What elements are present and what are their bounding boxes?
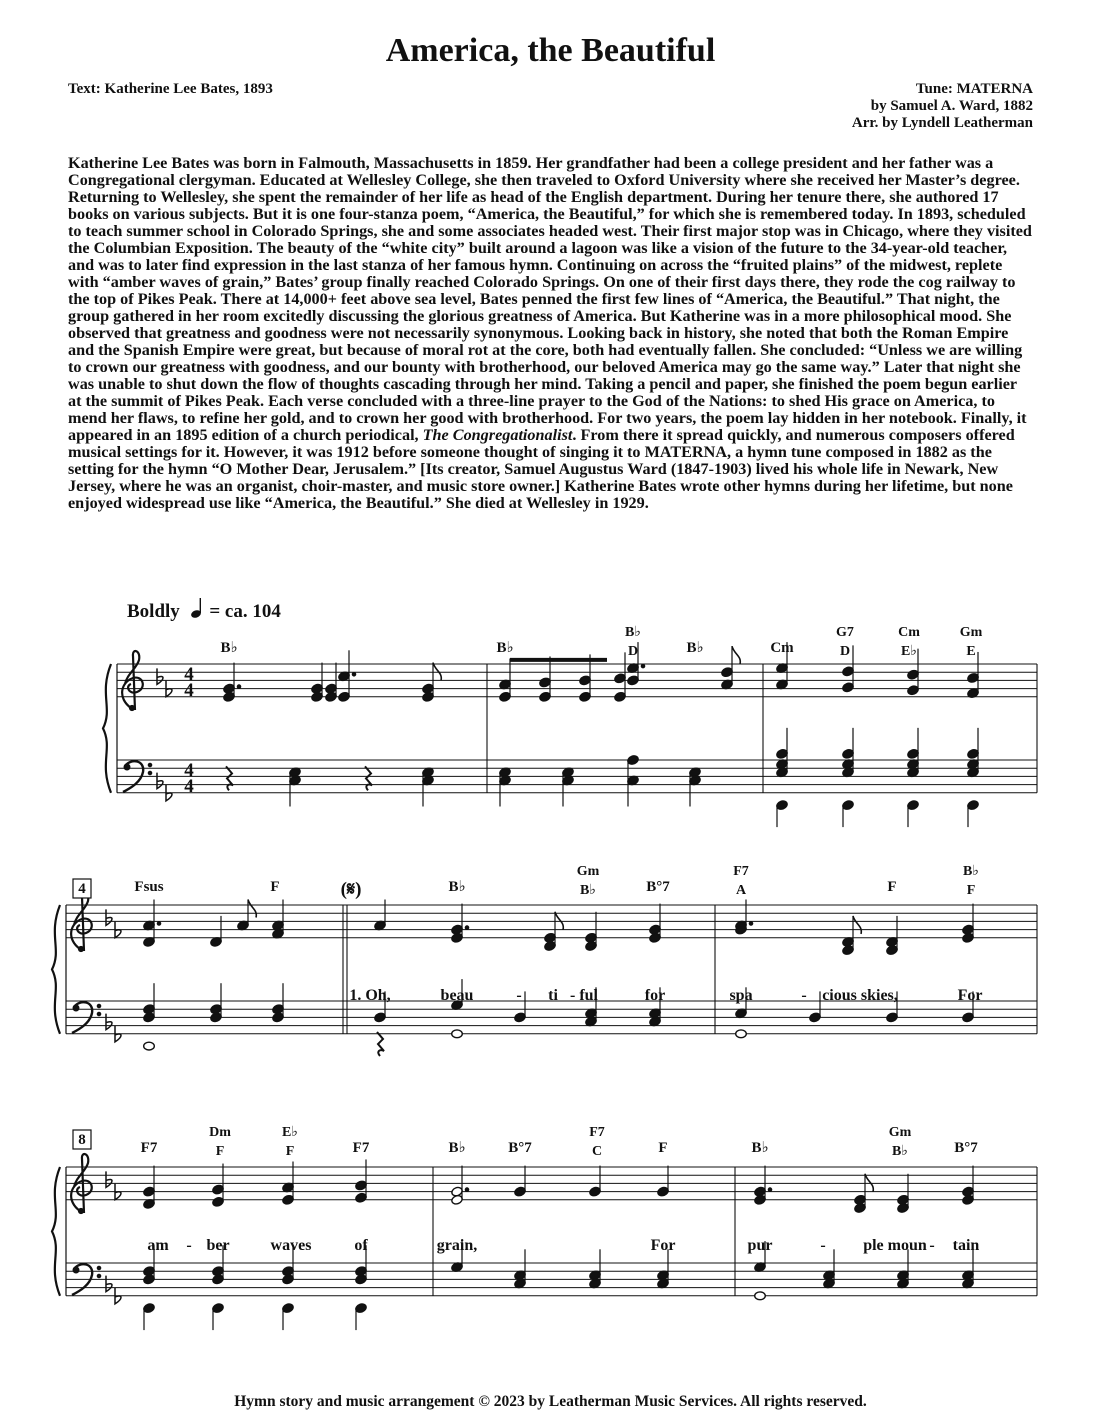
chord-symbol: B°7	[954, 1140, 978, 1156]
flat-icon	[115, 922, 121, 938]
lyric-syllable: spa	[729, 987, 753, 1004]
bass-clef-head	[73, 1005, 79, 1011]
text-credit: Text: Katherine Lee Bates, 1893	[68, 81, 273, 97]
dot	[641, 664, 645, 668]
chord-symbol-top: Gm	[888, 1125, 912, 1140]
chord-symbol: F	[270, 879, 280, 895]
chord-symbol: F	[658, 1140, 668, 1156]
eighth-flag	[433, 663, 441, 681]
chord-symbol-bass: F	[966, 883, 976, 898]
lyric-syllable: -	[820, 1237, 826, 1254]
flat-icon	[106, 1171, 112, 1187]
chord-symbol-top: Dm	[209, 1125, 231, 1140]
chord-symbol: B°7	[646, 879, 670, 895]
chord-symbol-top: Cm	[898, 625, 920, 640]
chord-symbol-top: B♭	[625, 625, 641, 640]
time-signature-denominator: 4	[184, 776, 194, 797]
chord-symbol-bass: F	[285, 1144, 295, 1159]
chord-symbol-bass: D	[839, 644, 851, 659]
lyric-syllable: - ful	[570, 987, 598, 1004]
quarter-rest-icon	[377, 1032, 384, 1056]
bass-clef-dot	[97, 1274, 101, 1278]
treble-clef-dot	[78, 1208, 83, 1213]
dot	[157, 922, 161, 926]
chord-symbol-top: F7	[733, 864, 749, 879]
lyric-syllable: grain,	[436, 1237, 478, 1254]
chord-symbol: B♭	[448, 879, 466, 895]
tune-line: Tune: MATERNA	[915, 81, 1033, 97]
lyric-syllable: ber	[206, 1237, 230, 1254]
flat-icon	[106, 1276, 112, 1292]
eighth-flag	[853, 916, 861, 934]
quarter-rest-icon	[226, 766, 233, 790]
flat-icon	[115, 1184, 121, 1200]
chord-symbol-top: Gm	[959, 625, 983, 640]
chord-symbol-bass: C	[591, 1144, 603, 1159]
chord-symbol: B°7	[508, 1140, 532, 1156]
lyric-syllable: of	[354, 1237, 368, 1254]
lyric-syllable: -	[186, 1237, 192, 1254]
measure-number: 8	[78, 1132, 86, 1148]
chord-symbol-top: G7	[836, 625, 854, 640]
dot	[237, 685, 241, 689]
copyright-notice: Hymn story and music arrangement © 2023 by Leatherman Music Services. All rights reserved.	[234, 1393, 867, 1410]
chord-symbol-top: E♭	[282, 1125, 298, 1140]
flat-icon	[115, 1026, 121, 1042]
treble-clef-dot	[78, 946, 83, 951]
story-part-2: . From there it spread quickly, and numerous composers offered musical settings for it. However, it was 1912 before someone thought of singing it to MATERNA, a hymn tune composed in 1882 as the setting for the hymn “O Mother Dear, Jerusalem.” [Its creator, Samuel Augustus Ward (1847-1903) lived his whole life in Newark, New Jersey, where he was an organist, choir-master, and music store owner.] Katherine Bates wrote other hymns during her lifetime, but none enjoyed widespread use like “America, the Beautiful.” She died at Wellesley in 1929.	[68, 426, 1015, 512]
chord-symbol-top: F7	[589, 1125, 605, 1140]
chord-symbol-bass: B♭	[580, 883, 596, 898]
chord-symbol: B♭	[751, 1140, 769, 1156]
measure-number: 4	[78, 881, 86, 897]
flat-icon	[115, 1288, 121, 1304]
tune-line: by Samuel A. Ward, 1882	[870, 98, 1033, 114]
dot	[465, 1188, 469, 1192]
tempo-word: Boldly	[127, 601, 180, 622]
chord-symbol-bass: D	[627, 644, 639, 659]
dot	[768, 1188, 772, 1192]
bass-clef-head	[73, 1267, 79, 1273]
tune-line: Arr. by Lyndell Leatherman	[851, 115, 1033, 131]
periodical-title: The Congregationalist	[422, 426, 573, 444]
chord-symbol: F	[887, 879, 897, 895]
lyric-syllable: ple moun	[863, 1237, 927, 1254]
time-signature-numerator: 4	[184, 760, 194, 781]
lyric-syllable: -	[929, 1237, 935, 1254]
dot	[465, 926, 469, 930]
eighth-flag	[865, 1174, 873, 1192]
lyric-syllable: tain	[952, 1237, 980, 1254]
bass-clef-dot	[97, 1004, 101, 1008]
chord-symbol-bass: B♭	[892, 1144, 908, 1159]
chord-symbol: F7	[352, 1140, 370, 1156]
bass-clef-dot	[97, 1012, 101, 1016]
lyric-syllable: cious skies,	[822, 987, 898, 1004]
brace-icon	[52, 905, 60, 1034]
flat-icon	[166, 681, 172, 697]
note-head	[452, 1030, 463, 1038]
lyric-syllable: pur	[747, 1237, 773, 1254]
lyric-syllable: beau	[440, 987, 474, 1004]
story-part-1: Katherine Lee Bates was born in Falmouth, Massachusetts in 1859. Her grandfather had been a college president and her father was a Congregational clergyman. Educated at Wellesley College, she then traveled to Oxford University where she received her Master’s degree. Returning to Wellesley, she spent the remainder of her life as head of the English department. During her tenure there, she authored 17 books on various subjects. But it is one four-stanza poem, “America, the Beautiful,” for which she is remembered today. In 1893, scheduled to teach summer school in Colorado Springs, she and some associates headed west. Their first major stop was in Chicago, where they visited the Columbian Exposition. The beauty of the “white city” built around a lagoon was like a vision of the future to the 34-year-old teacher, and was to later find expression in the last stanza of her famous hymn. Continuing on across the “fruited plains” of the midwest, replete with “amber waves of grain,” Bates’ group finally reached Colorado Springs. On one of their first days there, they rode the cog railway to the top of Pikes Peak. There at 14,000+ feet above sea level, Bates penned the first few lines of “America, the Beautiful.” That night, the group gathered in her room excitedly discussing the glorious greatness of America. But Katherine was in a more philosophical mood. She observed that greatness and goodness were not necessarily synonymous. Looking back in history, she noted that both the Roman Empire and the Spanish Empire were great, but because of moral rot at the core, both had eventually fallen. She concluded: “Unless we are willing to crown our greatness with goodness, and our bounty with brotherhood, our beloved America may go the same way.” Later that night she was unable to shut down the flow of thoughts cascading through her mind. Taking a pencil and paper, she finished the poem begun earlier at the summit of Pikes Peak. Each verse concluded with a three-line prayer to the God of the Nations: to shed His grace on America, to mend her flaws, to refine her gold, and to crown her good with brotherhood. For two years, the poem lay hidden in her notebook. Finally, it appeared in an 1895 edition of a church periodical,	[68, 154, 1032, 444]
chord-symbol-bass: E	[966, 644, 976, 659]
flat-icon	[157, 668, 163, 684]
bass-clef-dot	[97, 1266, 101, 1270]
eighth-flag	[248, 900, 256, 918]
chord-symbol: B♭	[496, 640, 514, 656]
chord-symbol-bass: F	[215, 1144, 225, 1159]
lyric-syllable: For	[957, 987, 983, 1004]
lyric-syllable: For	[650, 1237, 676, 1254]
chord-symbol-top: Gm	[576, 864, 600, 879]
chord-symbol-bass: A	[735, 883, 747, 898]
bass-clef-dot	[148, 771, 152, 775]
chord-symbol: Cm	[770, 640, 794, 656]
dot	[749, 922, 753, 926]
bass-clef-head	[124, 764, 130, 770]
page-title: America, the Beautiful	[385, 32, 716, 69]
lyric-syllable: for	[644, 987, 666, 1004]
lyric-syllable: am	[147, 1237, 169, 1254]
chord-symbol: B♭	[448, 1140, 466, 1156]
flat-icon	[106, 909, 112, 925]
chord-symbol: B♭	[686, 640, 704, 656]
eighth-flag	[555, 912, 563, 930]
flat-icon	[157, 773, 163, 789]
lyric-syllable: -	[801, 987, 807, 1004]
treble-clef-dot	[129, 705, 134, 710]
note-head	[144, 1042, 155, 1050]
chord-symbol-bass: E♭	[901, 644, 917, 659]
time-signature-denominator: 4	[184, 680, 194, 701]
dot	[352, 673, 356, 677]
bass-clef-dot	[148, 763, 152, 767]
brace-icon	[52, 1167, 60, 1296]
lyric-syllable: 1. Oh,	[349, 987, 391, 1004]
lyric-syllable: -	[516, 987, 522, 1004]
quarter-rest-icon	[365, 766, 372, 790]
flat-icon	[166, 785, 172, 801]
brace-icon	[103, 664, 111, 793]
tempo-value: = ca. 104	[209, 601, 281, 622]
lyric-syllable: ti	[548, 987, 558, 1004]
chord-symbol-top: B♭	[963, 864, 979, 879]
time-signature-numerator: 4	[184, 664, 194, 685]
chord-symbol: B♭	[220, 640, 238, 656]
chord-symbol: F7	[140, 1140, 158, 1156]
chord-symbol: Fsus	[134, 879, 164, 895]
note-head	[755, 1292, 766, 1300]
note-head	[736, 1030, 747, 1038]
segno-icon: (𝄋)	[340, 879, 362, 900]
flat-icon	[106, 1014, 112, 1030]
lyric-syllable: waves	[270, 1237, 312, 1254]
eighth-flag	[732, 646, 740, 664]
